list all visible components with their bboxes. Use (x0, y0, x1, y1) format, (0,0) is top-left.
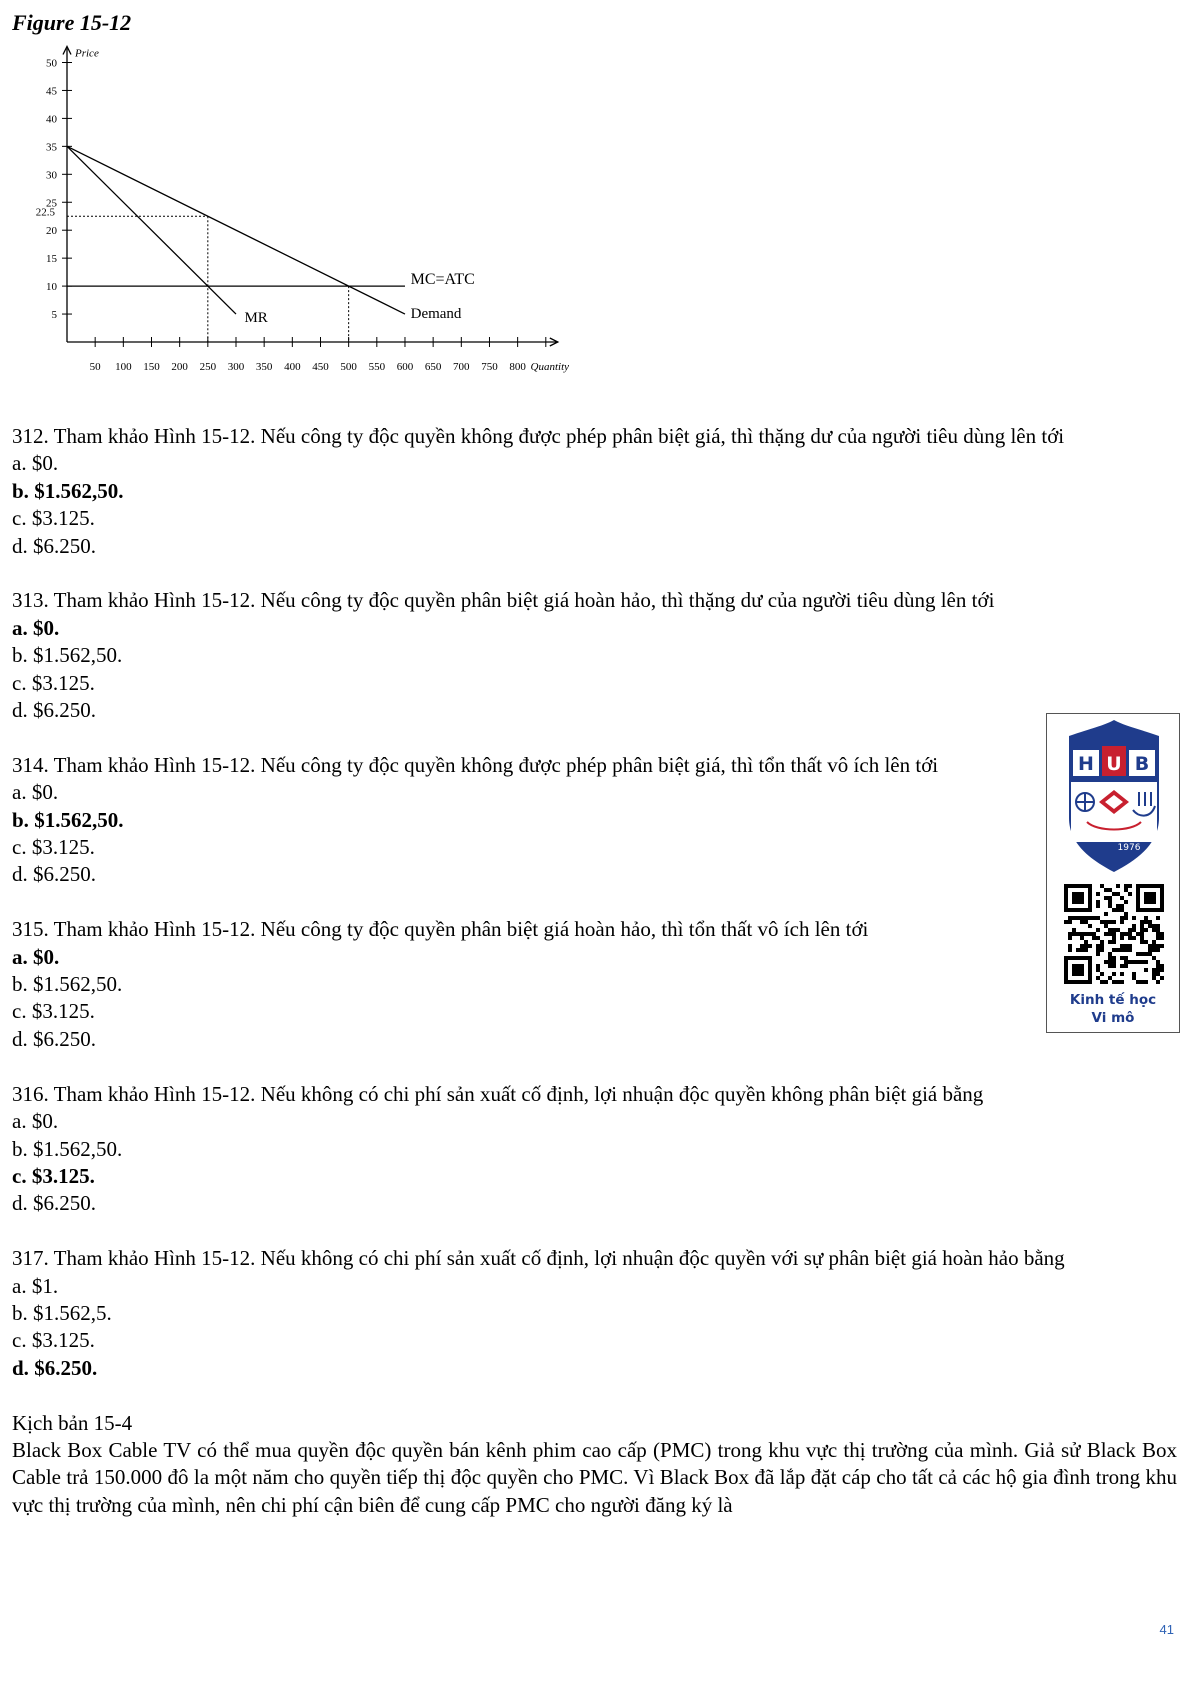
option-text: $6.250. (33, 1191, 96, 1216)
answer-option (12, 450, 1177, 477)
option-label: c. (12, 506, 27, 531)
option-label: c. (12, 835, 27, 860)
series-demand (67, 146, 405, 314)
option-label: b. (12, 1300, 28, 1325)
option-text: $3.125. (31, 1328, 95, 1353)
answer-option (12, 998, 1177, 1025)
answer-option (12, 1108, 1177, 1135)
figure-15-12-chart (0, 36, 640, 376)
scenario-title: Kịch bản 15-4 (12, 1410, 133, 1435)
question-313 (12, 587, 1177, 724)
x-tick-label: 800 (509, 361, 526, 373)
option-label: c. (12, 1163, 27, 1188)
option-label: a. (12, 1109, 27, 1134)
option-label: b. (12, 643, 28, 668)
option-label: c. (12, 1328, 27, 1353)
question-stem (12, 423, 1177, 450)
answer-option (12, 478, 1177, 505)
option-text: $6.250. (34, 1355, 98, 1380)
answer-option (12, 834, 1177, 861)
answer-option (12, 807, 1177, 834)
logo-caption-line1: Kinh tế học (1069, 992, 1157, 1008)
question-317 (12, 1245, 1177, 1382)
question-312 (12, 423, 1177, 560)
label-mc-atc: MC=ATC (410, 271, 475, 289)
option-label: b. (12, 478, 29, 503)
logo-year: 1976 (1117, 843, 1141, 853)
x-tick-label: 650 (424, 361, 442, 373)
option-label: a. (12, 780, 27, 805)
x-tick-label: 350 (255, 361, 273, 373)
figure-title: Figure 15-12 (12, 10, 132, 35)
question-number: 316. (12, 1081, 49, 1106)
y-axis-label: Price (75, 47, 99, 60)
qr-code (1064, 884, 1164, 984)
question-number: 317. (12, 1246, 49, 1271)
answer-option (12, 1327, 1177, 1354)
option-text: $1. (31, 1273, 59, 1298)
option-label: b. (12, 972, 28, 997)
question-314 (12, 752, 1177, 889)
page-number: 41 (1159, 1622, 1174, 1637)
answer-option (12, 642, 1177, 669)
question-number: 313. (12, 588, 49, 613)
question-315 (12, 916, 1177, 1053)
x-tick-label: 750 (481, 361, 498, 373)
y-tick-label: 40 (46, 113, 57, 126)
option-text: $3.125. (31, 1163, 95, 1188)
y-tick-label: 25 (46, 197, 57, 210)
answer-option (12, 533, 1177, 560)
answer-option (12, 1026, 1177, 1053)
x-tick-label: 400 (284, 361, 301, 373)
option-label: c. (12, 999, 27, 1024)
question-text: Tham khảo Hình 15-12. Nếu công ty độc quyền không được phép phân biệt giá, thì tổn thất vô ích lên tới (53, 752, 939, 777)
option-text: $6.250. (33, 1026, 96, 1051)
option-text: $1.562,50. (33, 1136, 123, 1161)
logo-caption-line2: Vi mô (1091, 1010, 1135, 1026)
logo-letter-u: U (1106, 753, 1122, 775)
x-tick-label: 450 (312, 361, 329, 373)
answer-option (12, 1355, 1177, 1382)
answer-option (12, 505, 1177, 532)
option-text: $3.125. (31, 835, 95, 860)
x-tick-label: 150 (143, 361, 160, 373)
answer-option (12, 670, 1177, 697)
logo-letter-h: H (1078, 753, 1094, 775)
label-mr: MR (244, 309, 268, 326)
hub-shield-logo (1047, 714, 1181, 884)
y-tick-label: 45 (46, 85, 57, 98)
answer-option (12, 779, 1177, 806)
label-demand: Demand (410, 305, 462, 322)
question-number: 315. (12, 917, 49, 942)
hub-logo-panel (1046, 713, 1180, 1033)
answer-option (12, 697, 1177, 724)
answer-option (12, 615, 1177, 642)
series-mr (67, 146, 236, 314)
question-text: Tham khảo Hình 15-12. Nếu công ty độc quyền phân biệt giá hoàn hảo, thì tổn thất vô ích lên tới (53, 917, 869, 942)
question-text: Tham khảo Hình 15-12. Nếu công ty độc quyền phân biệt giá hoàn hảo, thì thặng dư của người tiêu dùng lên tới (53, 588, 995, 613)
option-label: a. (12, 451, 27, 476)
y-tick-label: 35 (46, 141, 57, 154)
question-stem (12, 1081, 1177, 1108)
option-text: $1.562,50. (34, 478, 124, 503)
x-tick-label: 250 (199, 361, 217, 373)
option-label: d. (12, 533, 28, 558)
question-number: 312. (12, 424, 49, 448)
question-316 (12, 1081, 1177, 1218)
option-text: $1.562,5. (33, 1300, 112, 1325)
option-text: $1.562,50. (33, 972, 123, 997)
y-tick-label: 15 (46, 253, 57, 266)
option-label: d. (12, 1191, 28, 1216)
scenario-text: Black Box Cable TV có thể mua quyền độc quyền bán kênh phim cao cấp (PMC) trong khu vực thị trường của mình. Giả sử Black Box Cable trả 150.000 đô la một năm cho quyền tiếp thị độc quyền cho PMC. Vì Black Box đã lắp đặt cáp cho tất cả các hộ gia đình trong khu vực thị trường của mình, nên chi phí cận biên để cung cấp PMC cho người đăng ký là (12, 1437, 1177, 1517)
x-tick-label: 700 (453, 361, 470, 373)
option-text: $3.125. (31, 999, 95, 1024)
option-text: $0. (33, 944, 60, 969)
question-text: Tham khảo Hình 15-12. Nếu công ty độc quyền không được phép phân biệt giá, thì thặng dư của người tiêu dùng lên tới (53, 424, 1065, 448)
answer-option (12, 1300, 1177, 1327)
x-tick-label: 200 (171, 361, 188, 373)
answer-option (12, 944, 1177, 971)
question-text: Tham khảo Hình 15-12. Nếu không có chi phí sản xuất cố định, lợi nhuận độc quyền không phân biệt giá bằng (53, 1081, 984, 1106)
option-label: c. (12, 670, 27, 695)
answer-option (12, 1136, 1177, 1163)
option-label: d. (12, 698, 28, 723)
option-text: $6.250. (33, 862, 96, 887)
option-label: a. (12, 615, 28, 640)
question-stem (12, 587, 1177, 614)
option-text: $6.250. (33, 533, 96, 558)
option-text: $0. (33, 615, 60, 640)
option-label: d. (12, 862, 28, 887)
question-text: Tham khảo Hình 15-12. Nếu không có chi phí sản xuất cố định, lợi nhuận độc quyền với sự phân biệt giá hoàn hảo bằng (53, 1246, 1065, 1271)
answer-option (12, 1273, 1177, 1300)
option-label: a. (12, 1273, 27, 1298)
questions-content (12, 423, 1177, 1519)
y-tick-label: 50 (46, 57, 57, 70)
scenario (12, 1410, 1177, 1520)
x-tick-label: 550 (368, 361, 386, 373)
y-tick-label: 5 (51, 309, 57, 322)
question-stem (12, 1245, 1177, 1272)
option-label: b. (12, 1136, 28, 1161)
option-text: $3.125. (31, 670, 95, 695)
y-tick-label: 10 (46, 281, 57, 294)
option-label: d. (12, 1355, 29, 1380)
answer-option (12, 861, 1177, 888)
option-text: $0. (31, 780, 59, 805)
question-stem (12, 916, 1002, 943)
answer-option (12, 1190, 1177, 1217)
y-tick-label: 20 (46, 225, 57, 238)
answer-option (12, 971, 1177, 998)
option-label: d. (12, 1026, 28, 1051)
x-tick-label: 600 (396, 361, 414, 373)
x-axis-label: Quantity (530, 361, 570, 373)
x-tick-label: 50 (89, 361, 101, 373)
option-text: $6.250. (33, 698, 96, 723)
option-text: $3.125. (31, 506, 95, 531)
option-text: $1.562,50. (33, 643, 123, 668)
option-text: $0. (31, 451, 59, 476)
x-tick-label: 500 (340, 361, 357, 373)
y-tick-label: 30 (46, 169, 57, 182)
logo-letter-b: B (1134, 753, 1150, 775)
option-text: $0. (31, 1109, 59, 1134)
question-stem (12, 752, 1002, 779)
option-label: b. (12, 807, 29, 832)
x-tick-label: 100 (115, 361, 132, 373)
question-number: 314. (12, 752, 49, 777)
y-tick-label-22-5: 22.5 (35, 206, 55, 219)
option-text: $1.562,50. (34, 807, 124, 832)
option-label: a. (12, 944, 28, 969)
x-tick-label: 300 (227, 361, 245, 373)
answer-option (12, 1163, 1177, 1190)
